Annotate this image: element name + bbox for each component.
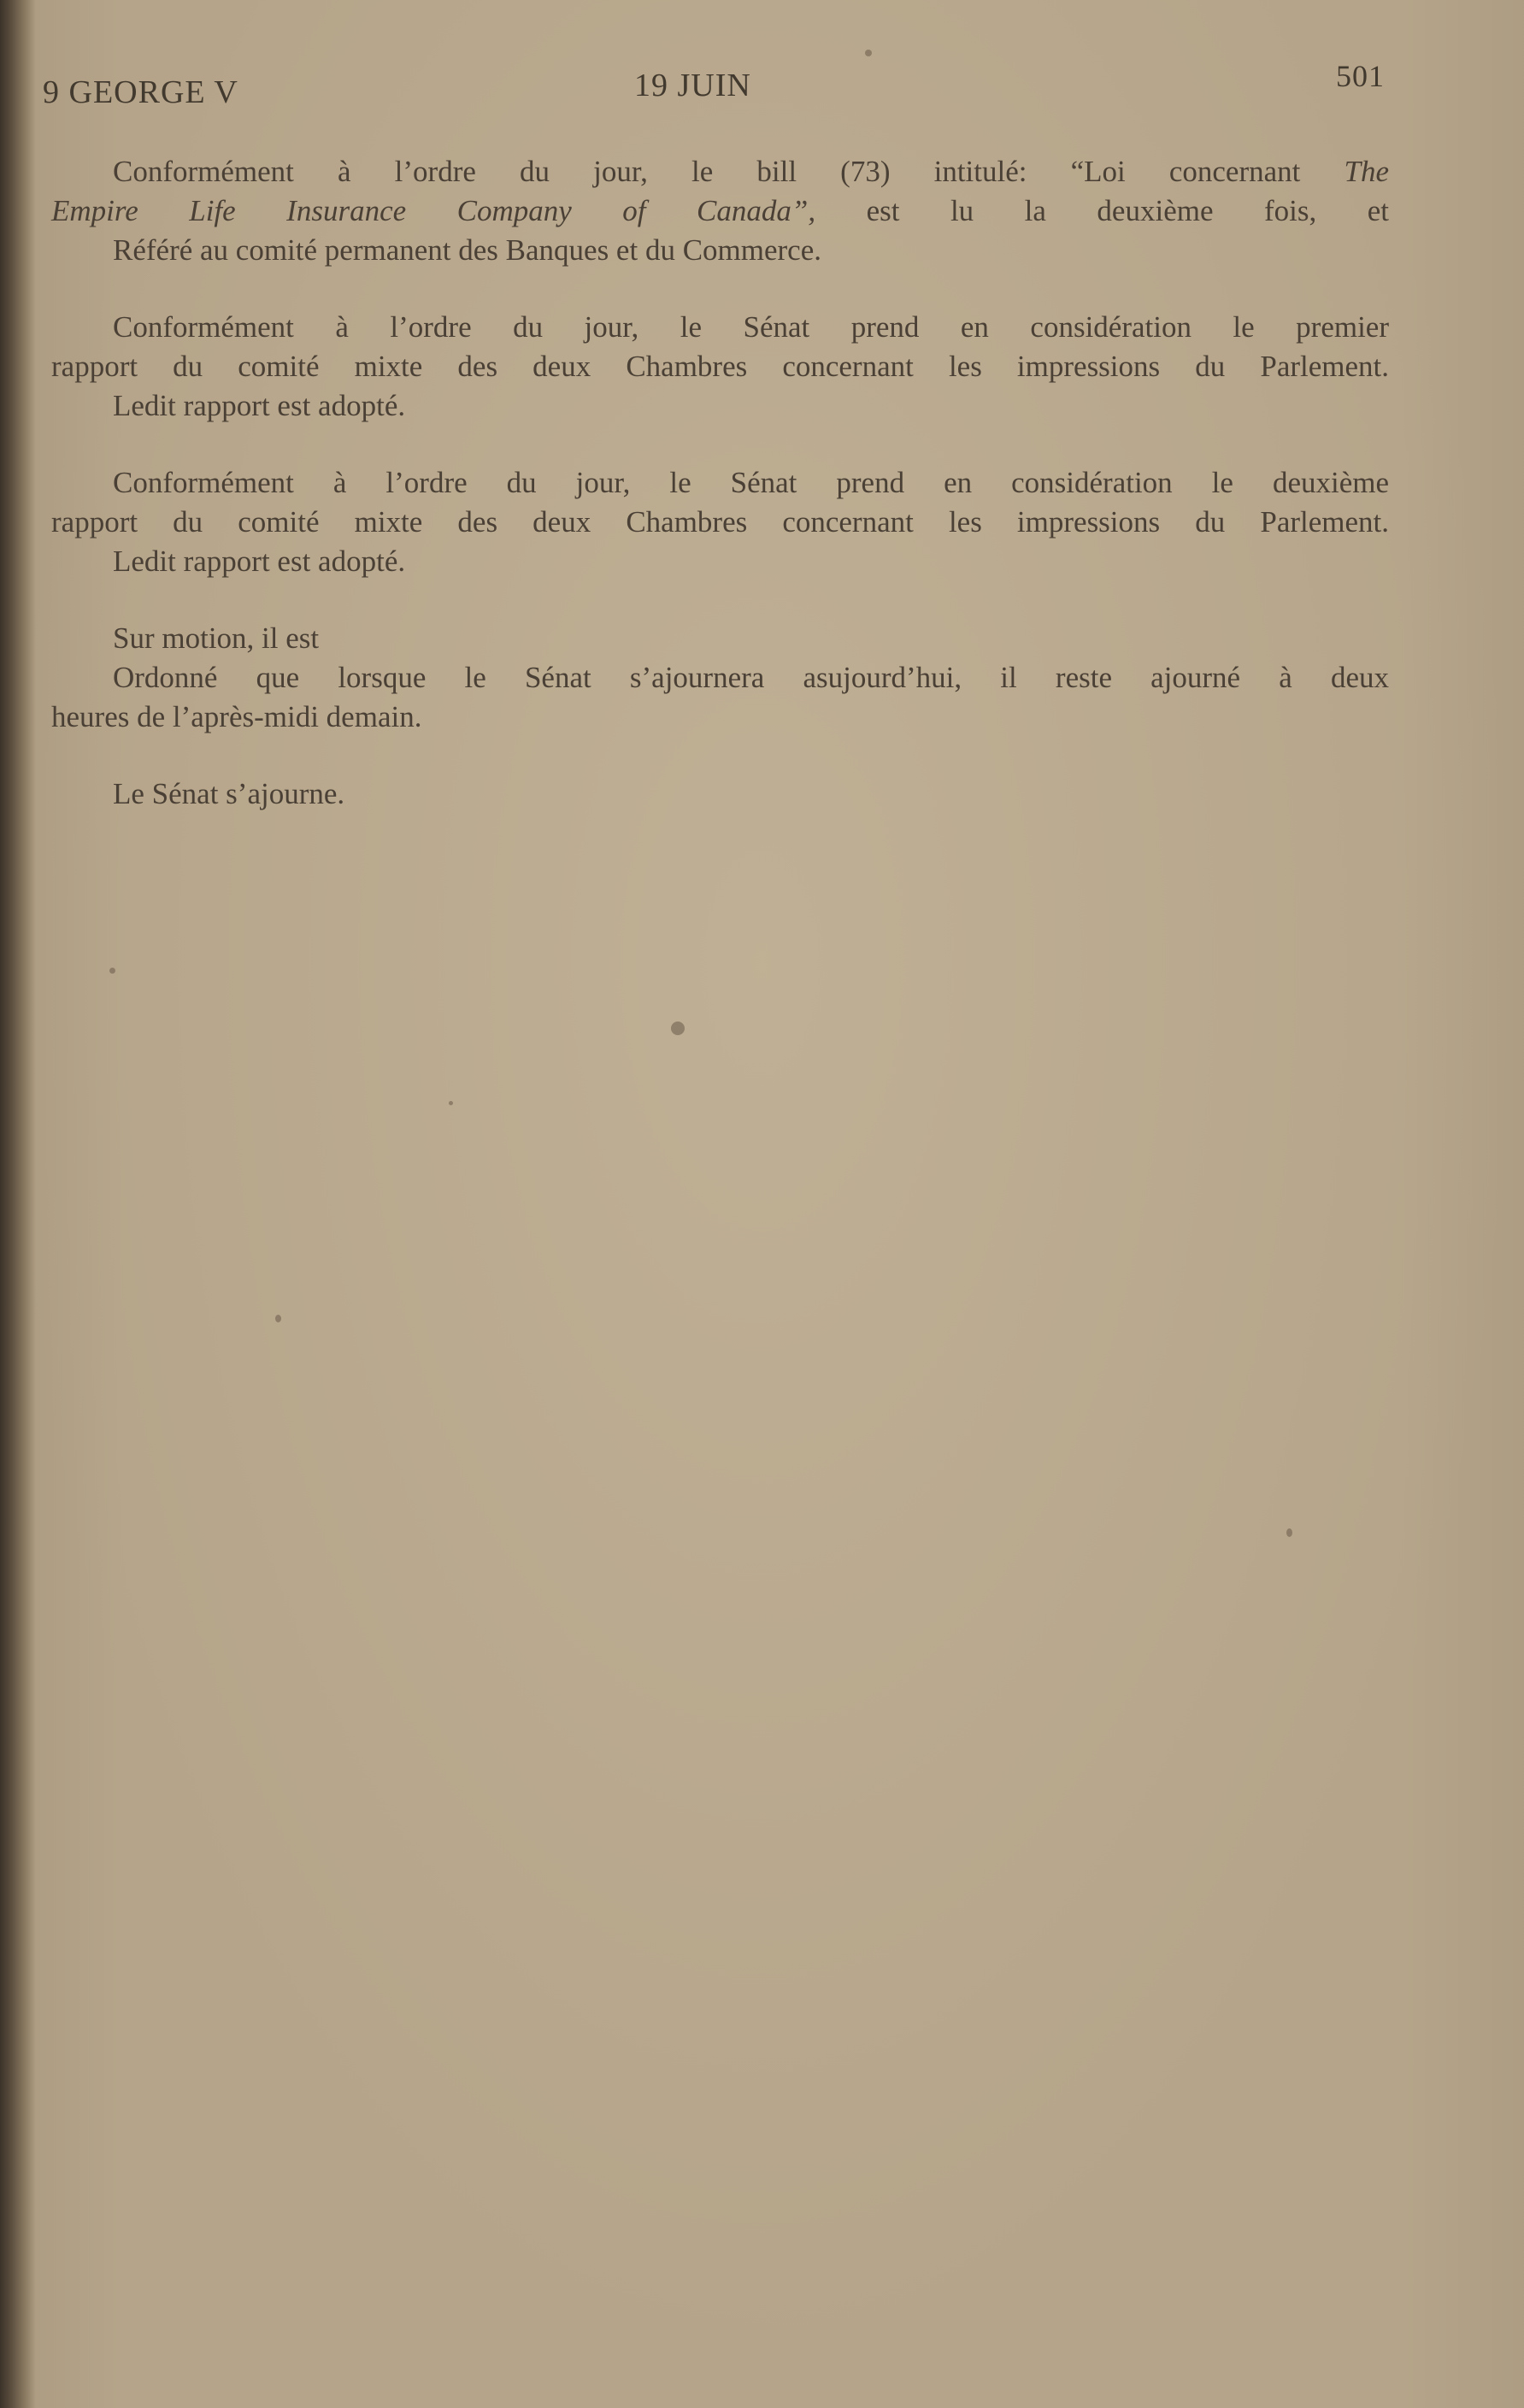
paragraph-second-report — [51, 463, 1389, 581]
text-line: Le Sénat s’ajourne. — [113, 777, 345, 810]
running-header — [43, 59, 1385, 118]
text-line: Conformément à l’ordre du jour, le Sénat prend en considération le deuxième — [113, 466, 1389, 499]
header-date: 19 JUIN — [634, 68, 751, 103]
text-line: Référé au comité permanent des Banques et du Commerce. — [113, 233, 821, 267]
text-line: rapport du comité mixte des deux Chambres concernant les impressions du Parlement. — [51, 505, 1389, 539]
text-line: Sur motion, il est — [113, 621, 320, 655]
text-line: Ordonné que lorsque le Sénat s’ajournera asujourd’hui, il reste ajourné à deux — [113, 661, 1389, 694]
header-regnal-year: 9 GEORGE V — [43, 74, 238, 110]
book-binding-edge — [0, 0, 36, 2408]
paper-speck — [1286, 1528, 1292, 1537]
paragraph-bill-73 — [51, 152, 1389, 270]
text-line: heures de l’après-midi demain. — [51, 700, 422, 733]
paragraph-adjournment-motion — [51, 619, 1389, 737]
paper-speck — [449, 1101, 453, 1105]
paper-speck — [109, 968, 115, 974]
paragraph-first-report — [51, 308, 1389, 426]
paper-speck — [275, 1315, 281, 1322]
text-line: Conformément à l’ordre du jour, le bill (73) intitulé: “Loi concernant The — [113, 155, 1389, 188]
paper-speck — [671, 1021, 685, 1035]
paragraph-senate-adjourns — [51, 774, 1389, 814]
text-line: Ledit rapport est adopté. — [113, 545, 406, 578]
journal-body — [51, 152, 1389, 851]
text-line: Empire Life Insurance Company of Canada”, est lu la deuxième fois, et — [51, 194, 1389, 227]
text-line: Ledit rapport est adopté. — [113, 389, 406, 422]
page-number: 501 — [1336, 59, 1385, 93]
text-line: rapport du comité mixte des deux Chambres concernant les impressions du Parlement. — [51, 350, 1389, 383]
paper-speck — [865, 50, 872, 56]
text-line: Conformément à l’ordre du jour, le Sénat prend en considération le premier — [113, 310, 1389, 344]
